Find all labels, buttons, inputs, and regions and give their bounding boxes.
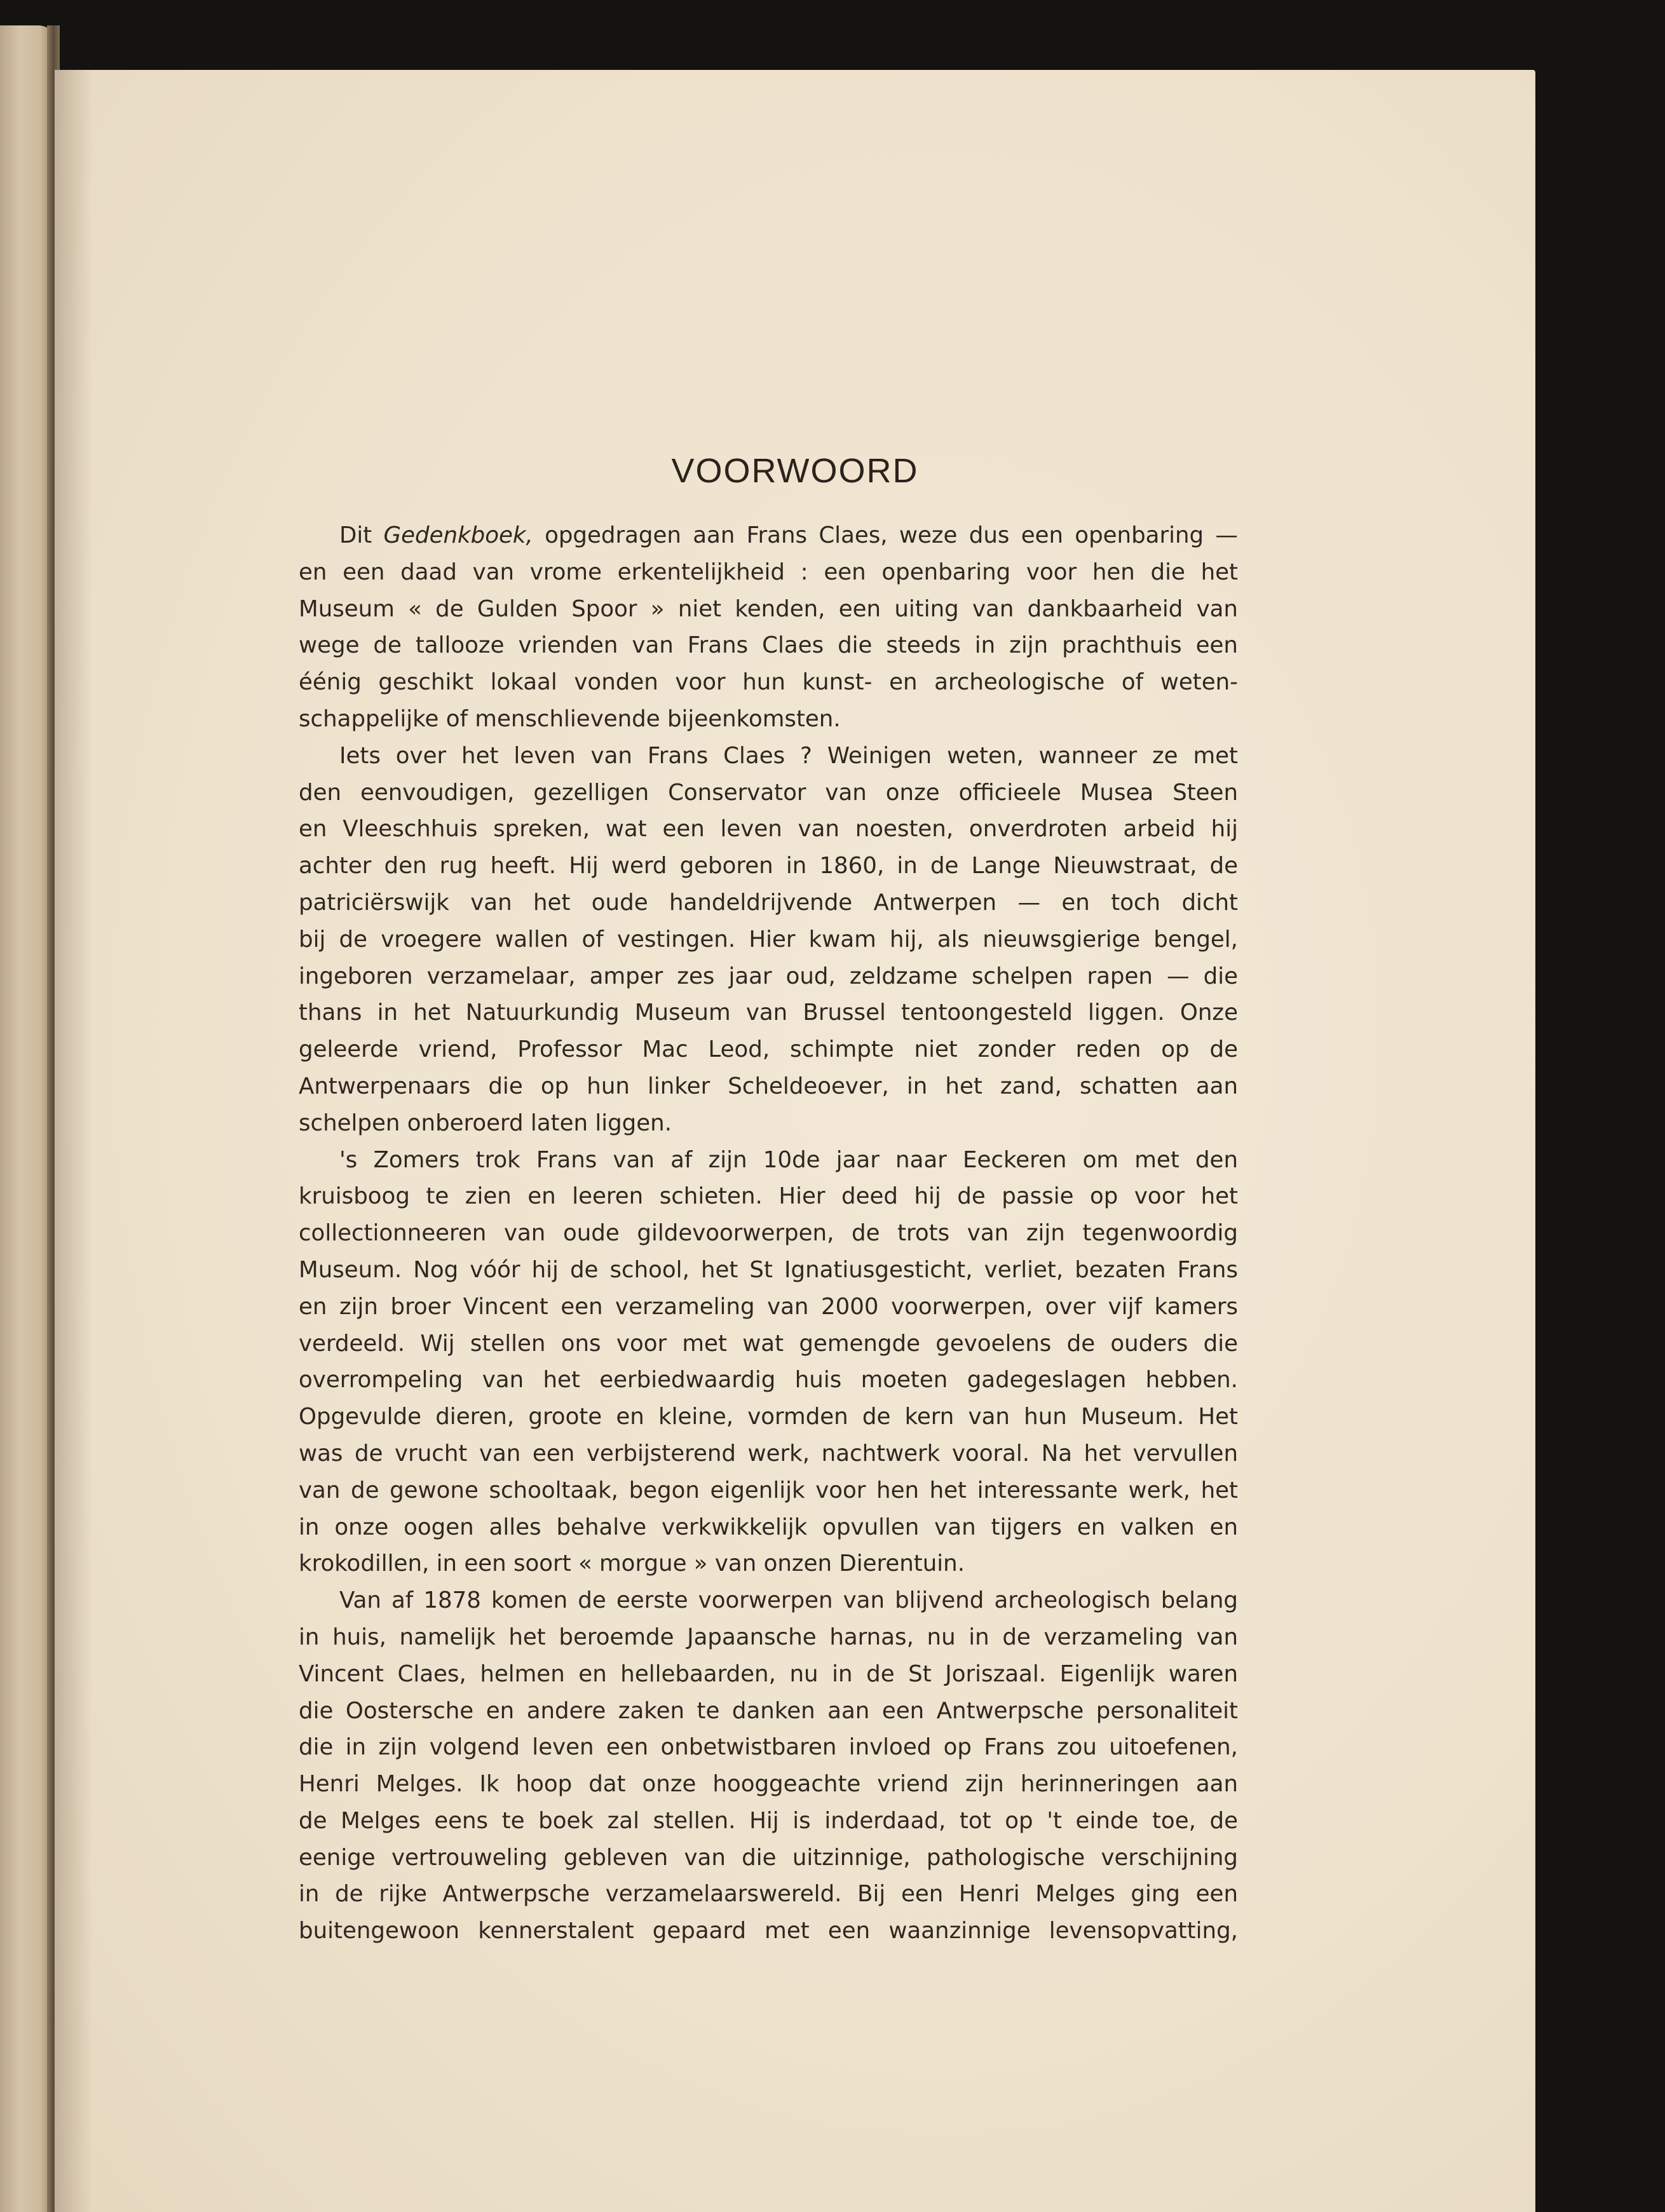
text-line: Iets over het leven van Frans Claes ? Weinigen weten, wanneer ze met: [339, 742, 1238, 769]
text-line: schappelijke of menschlievende bijeenkomsten.: [299, 705, 841, 732]
text-line: geleerde vriend, Professor Mac Leod, schimpte niet zonder reden op de: [299, 1036, 1238, 1063]
text-line: achter den rug heeft. Hij werd geboren in 1860, in de Lange Nieuwstraat, de: [299, 853, 1238, 879]
page-heading: VOORWOORD: [671, 452, 919, 490]
text-line: en Vleeschhuis spreken, wat een leven van noesten, onverdroten arbeid hij: [299, 816, 1238, 843]
text-line: en zijn broer Vincent een verzameling van 2000 voorwerpen, over vijf kamers: [299, 1293, 1238, 1320]
text-line: Van af 1878 komen de eerste voorwerpen van blijvend archeologisch belang: [339, 1587, 1238, 1614]
body-text: [299, 517, 1238, 1950]
text-line: kruisboog te zien en leeren schieten. Hier deed hij de passie op voor het: [299, 1183, 1238, 1210]
text-line: krokodillen, in een soort « morgue » van onzen Dierentuin.: [299, 1550, 965, 1577]
text-line: ingeboren verzamelaar, amper zes jaar oud, zeldzame schelpen rapen — die: [299, 963, 1238, 989]
text-line: den eenvoudigen, gezelligen Conservator van onze officieele Musea Steen: [299, 779, 1238, 806]
text-run: Dit: [339, 522, 384, 548]
text-line: in huis, namelijk het beroemde Japaansche harnas, nu in de verzameling van: [299, 1624, 1238, 1650]
text-line: éénig geschikt lokaal vonden voor hun kunst- en archeologische of weten-: [299, 669, 1238, 696]
text-line: bij de vroegere wallen of vestingen. Hier kwam hij, als nieuwsgierige bengel,: [299, 926, 1238, 953]
text-line: in de rijke Antwerpsche verzamelaarswereld. Bij een Henri Melges ging een: [299, 1881, 1238, 1908]
text-line: wege de tallooze vrienden van Frans Claes die steeds in zijn prachthuis een: [299, 632, 1238, 659]
text-line: eenige vertrouweling gebleven van die uitzinnige, pathologische verschijning: [299, 1844, 1238, 1871]
text-line: was de vrucht van een verbijsterend werk, nachtwerk vooral. Na het vervullen: [299, 1440, 1238, 1467]
text-line: collectionneeren van oude gildevoorwerpen, de trots van zijn tegenwoordig: [299, 1220, 1238, 1247]
text-line: Opgevulde dieren, groote en kleine, vormden de kern van hun Museum. Het: [299, 1404, 1238, 1430]
text-line: 's Zomers trok Frans van af zijn 10de jaar naar Eeckeren om met den: [339, 1146, 1238, 1173]
text-line: die in zijn volgend leven een onbetwistbaren invloed op Frans zou uitoefenen,: [299, 1734, 1238, 1761]
text-line: Museum. Nog vóór hij de school, het St Ignatiusgesticht, verliet, bezaten Frans: [299, 1256, 1238, 1283]
text-line: patriciërswijk van het oude handeldrijvende Antwerpen — en toch dicht: [299, 889, 1238, 916]
text-line: schelpen onberoerd laten liggen.: [299, 1109, 672, 1136]
text-line: die Oostersche en andere zaken te danken aan een Antwerpsche personaliteit: [299, 1697, 1238, 1724]
text-line: Museum « de Gulden Spoor » niet kenden, een uiting van dankbaarheid van: [299, 595, 1238, 622]
text-line: verdeeld. Wij stellen ons voor met wat gemengde gevoelens de ouders die: [299, 1330, 1238, 1357]
text-line: en een daad van vrome erkentelijkheid : een openbaring voor hen die het: [299, 559, 1238, 585]
text-line: de Melges eens te boek zal stellen. Hij is inderdaad, tot op 't einde toe, de: [299, 1807, 1238, 1834]
text-line: [299, 517, 1238, 554]
text-line: van de gewone schooltaak, begon eigenlijk voor hen het interessante werk, het: [299, 1477, 1238, 1503]
text-line: buitengewoon kennerstalent gepaard met een waanzinnige levensopvatting,: [299, 1918, 1238, 1944]
text-line: Antwerpenaars die op hun linker Scheldeoever, in het zand, schatten aan: [299, 1073, 1238, 1099]
text-line: overrompeling van het eerbiedwaardig huis moeten gadegeslagen hebben.: [299, 1367, 1238, 1394]
text-line: Vincent Claes, helmen en hellebaarden, nu in de St Joriszaal. Eigenlijk waren: [299, 1660, 1238, 1687]
text-line: Henri Melges. Ik hoop dat onze hooggeachte vriend zijn herinneringen aan: [299, 1771, 1238, 1798]
book-page: [55, 70, 1535, 2212]
text-run: opgedragen aan Frans Claes, weze dus een openbaring —: [533, 522, 1238, 548]
text-line: thans in het Natuurkundig Museum van Brussel tentoongesteld liggen. Onze: [299, 1000, 1238, 1026]
italic-title: Gedenkboek,: [383, 522, 533, 548]
text-line: in onze oogen alles behalve verkwikkelijk opvullen van tijgers en valken en: [299, 1514, 1238, 1540]
